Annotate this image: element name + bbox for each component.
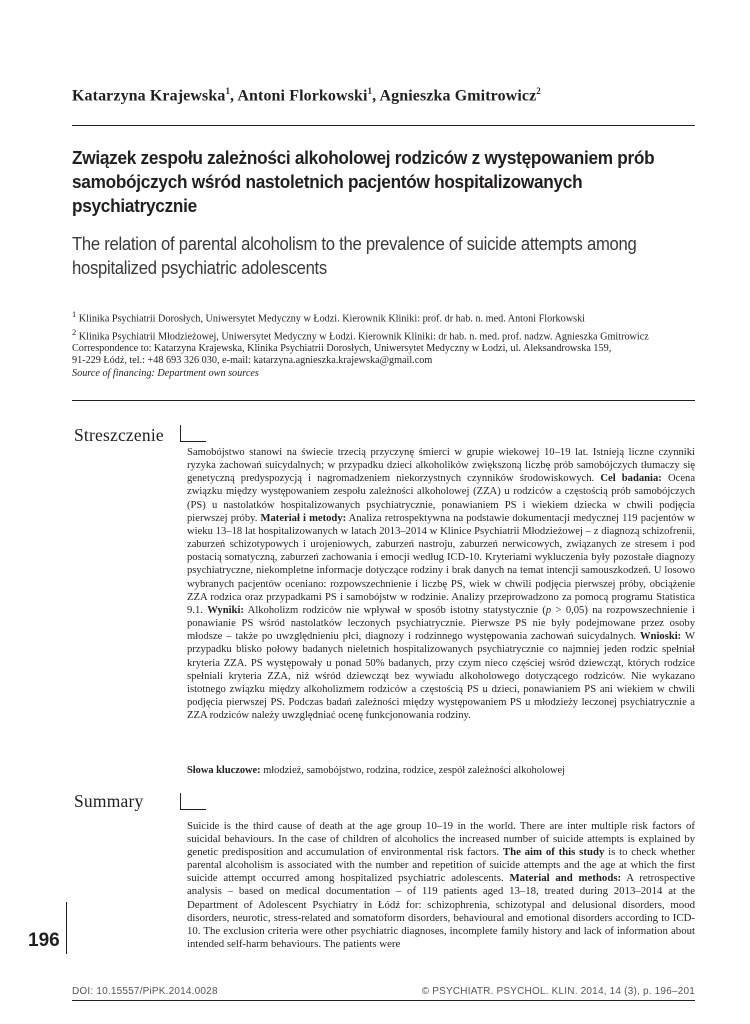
affiliations-block bbox=[72, 308, 712, 380]
author-separator: , bbox=[372, 87, 380, 105]
section-rule-horizontal bbox=[180, 441, 206, 442]
affiliation-divider bbox=[72, 400, 695, 401]
abstract-text: Analiza retrospektywna na podstawie dokumentacji medycznej 119 pacjentów w wieku 13–18 lat hospitalizowanych w latach 2013–2014 w Klinice Psychiatrii Młodzieżowej – z diagnozą schizofrenii, zaburzeń schizotypowych i urojeniowych, zaburzeń nastroju, zaburzeń nerwicowych, związanych ze stresem i pod postacią somatyczną, zaburzeń zachowania i emocji według ICD-10. Kryteriami wykluczenia były pozostałe diagnozy psychiatryczne, niekompletne informacje dotyczące rodziny i brak danych na temat intencji samouszkodzeń. U losowo wybranych pacjentów oceniano: rozpowszechnienie i liczbę PS, wiek w chwili podjęcia pierwszej próby, obciążenie ZZA rodzica oraz przypadkami PS i samobójstw w rodzinie. Analizy przeprowadzono za pomocą programu Statistica 9.1. bbox=[187, 512, 695, 616]
abstract-text: Suicide is the third cause of death at the age group 10–19 in the world. There are inter multiple risk factors of suicidal behaviours. In the case of children of alcoholics the increased number of suicide attempts is explained by genetic predisposition and accumulation of environmental risk factors. bbox=[187, 820, 695, 859]
correspondence-line: 91-229 Łódź, tel.: +48 693 326 030, e-mail: katarzyna.agnieszka.krajewska@gmail.com bbox=[72, 355, 433, 367]
keywords-label: Słowa kluczowe: bbox=[187, 765, 261, 776]
header-divider bbox=[72, 125, 695, 126]
abstract-text: is to check whether parental alcoholism is associated with the number and repetition of suicide attempts and the age at which the first suicide attempt occurred among hospitalized psychiatric adolescents. bbox=[187, 846, 695, 885]
affiliation-line bbox=[72, 326, 712, 344]
abstract-label: Wyniki: bbox=[207, 604, 244, 616]
abstract-label: Material and methods: bbox=[509, 872, 622, 885]
author-name: Agnieszka Gmitrowicz bbox=[379, 87, 537, 105]
author-affiliation-marker: 1 bbox=[225, 86, 231, 96]
author-affiliation-marker: 2 bbox=[536, 86, 541, 96]
affiliation-marker: 1 bbox=[72, 309, 77, 319]
keywords-polish bbox=[187, 764, 695, 777]
title-polish: Związek zespołu zależności alkoholowej rodziców z występowaniem prób samobójczych wśród nastoletnich pacjentów hospitalizowanych psychiatrycznie bbox=[72, 147, 655, 216]
abstract-text: > 0,05) na rozpowszechnienie i ponawianie PS wśród nastolatków leczonych psychiatrycznie. Pierwsze PS nie były podejmowane przez osoby młodsze – także po uwzględnieniu płci, diagnozy i rodzinnego występowania zachowań suicydalnych. bbox=[187, 604, 695, 643]
section-heading-summary: Summary bbox=[74, 791, 144, 811]
correspondence-line: Correspondence to: Katarzyna Krajewska, Klinika Psychiatrii Dorosłych, Uniwersytet Medyczny w Łodzi, ul. Aleksandrowska 159, bbox=[72, 343, 612, 355]
author-name: Katarzyna Krajewska bbox=[72, 87, 226, 105]
footer-citation: © PSYCHIATR. PSYCHOL. KLIN. 2014, 14 (3), p. 196–201 bbox=[421, 986, 695, 997]
keywords-text: młodzież, samobójstwo, rodzina, rodzice, zespół zależności alkoholowej bbox=[260, 765, 566, 776]
page-number-rule bbox=[66, 902, 67, 954]
author-list bbox=[72, 86, 541, 105]
author-separator: , bbox=[230, 87, 238, 105]
affiliation-text: Klinika Psychiatrii Dorosłych, Uniwersytet Medyczny w Łodzi. Kierownik Kliniki: prof. dr hab. n. med. Antoni Florkowski bbox=[76, 313, 585, 325]
section-rule-horizontal bbox=[180, 809, 206, 810]
abstract-text: Ocena związku między występowaniem zespołu zależności alkoholowej (ZZA) u rodziców a częstością prób samobójczych (PS) u nastolatków hospitalizowanych psychiatrycznie, ponawianiem PS i wiekiem dziecka w chwili podjęcia pierwszej próby. bbox=[187, 473, 696, 524]
section-rule-vertical bbox=[180, 425, 181, 441]
abstract-label: Materiał i metody: bbox=[260, 512, 347, 524]
affiliation-marker: 2 bbox=[72, 326, 77, 337]
abstract-text: Samobójstwo stanowi na świecie trzecią przyczynę śmierci w grupie wiekowej 10–19 lat. Istnieją liczne czynniki ryzyka zachowań suicydalnych; w przypadku dzieci alkoholików zwiększoną liczbę prób samobójczych tłumaczy się genetyczną predyspozycją i nagromadzeniem niekorzystnych czynników środowiskowych. bbox=[187, 447, 695, 485]
affiliation-text: Klinika Psychiatrii Młodzieżowej, Uniwersytet Medyczny w Łodzi. Kierownik Kliniki: dr hab. n. med. prof. nadzw. Agnieszka Gmitrowicz bbox=[76, 330, 649, 342]
abstract-text: A retrospective analysis – based on medical documentation – of 119 patients aged 13–18, treated during 2013–2014 at the Department of Adolescent Psychiatry in Łódź for: schizophrenia, schizotypal and delusional disorders, mood disorders, neurotic, stress-related and somatoform disorders, behavioural and emotional disorders according to ICD-10. The exclusion criteria were other psychiatric diagnoses, incomplete family history and lack of information about intended self-harm behaviours. The patients were bbox=[187, 872, 696, 950]
footer-divider bbox=[72, 1000, 695, 1001]
abstract-label: The aim of this study bbox=[502, 846, 605, 859]
page-number: 196 bbox=[28, 930, 60, 951]
footer-doi: DOI: 10.15557/PiPK.2014.0028 bbox=[72, 986, 218, 997]
financing-note: Source of financing: Department own sources bbox=[72, 367, 259, 379]
section-rule-vertical bbox=[180, 793, 181, 809]
abstract-label: Wnioski: bbox=[640, 631, 682, 643]
abstract-italic: p bbox=[545, 604, 552, 616]
section-heading-streszczenie: Streszczenie bbox=[74, 425, 164, 445]
author-name: Antoni Florkowski bbox=[237, 87, 368, 105]
abstract-polish bbox=[187, 446, 695, 722]
abstract-english bbox=[187, 820, 695, 951]
affiliation-line bbox=[72, 308, 712, 326]
abstract-text: W przypadku blisko połowy badanych nieletnich hospitalizowanych psychiatrycznie co najmniej jeden rodzic spełniał kryteria ZZA. PS występowały u ponad 50% badanych, przy czym nieco częściej wśród dziewcząt, których rodzice spełniali kryteria ZZA, niż wśród dziewcząt bez wywiadu alkoholowego dotyczącego rodziców. Nie wykazano istotnego związku między alkoholizmem rodziców a częstością PS u dzieci, ponawianiem PS ani wiekiem w chwili podjęcia pierwszej PS. Podczas badań zależności między występowaniem PS u młodzieży leczonej psychiatrycznie a ZZA rodziców należy uwzględniać ocenę funkcjonowania rodziny. bbox=[187, 631, 695, 722]
abstract-text: Alkoholizm rodziców nie wpływał w sposób istotny statystycznie ( bbox=[243, 604, 546, 616]
title-english: The relation of parental alcoholism to the prevalence of suicide attempts among hospitalized psychiatric adolescents bbox=[72, 233, 637, 278]
abstract-label: Cel badania: bbox=[600, 473, 662, 485]
author-affiliation-marker: 1 bbox=[367, 86, 373, 96]
